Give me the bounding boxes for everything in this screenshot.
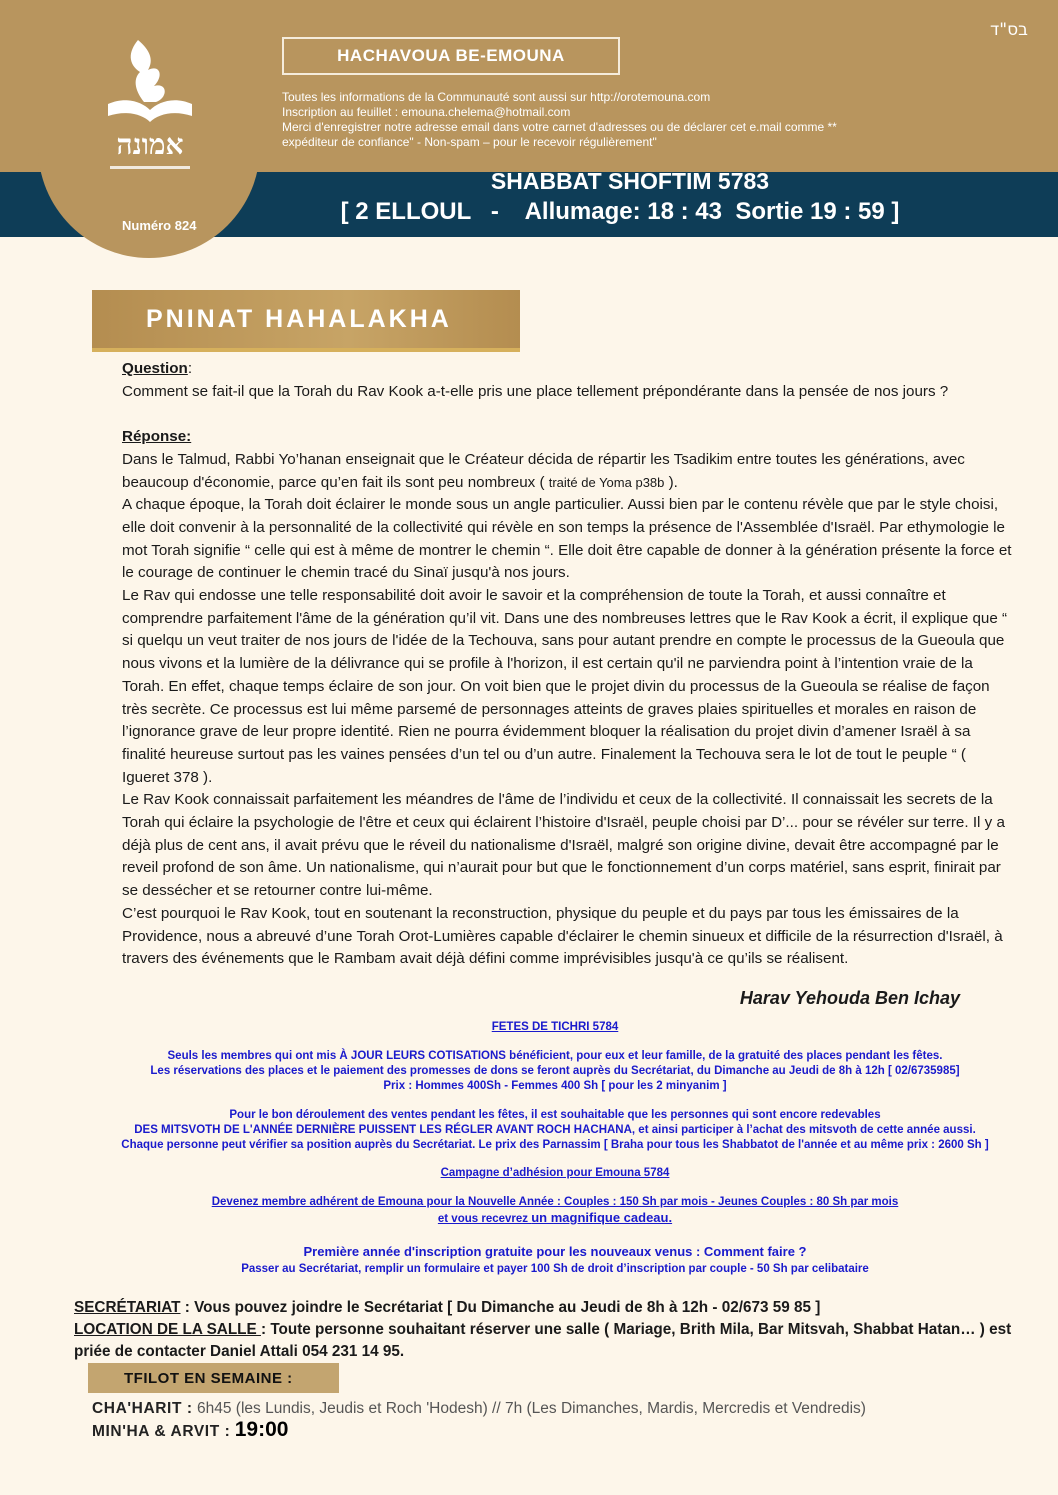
reponse-label: Réponse: <box>122 428 192 446</box>
paragraph-1: Dans le Talmud, Rabbi Yo’hanan enseignait que le Créateur décida de répartir les Tsadikim entre toutes les générations, avec beaucoup d'économie, parce qu’en fait ils sont peu nombreux ( traité de Yoma p38b ). <box>122 450 965 491</box>
tfilot-title: TFILOT EN SEMAINE : <box>88 1363 339 1393</box>
ventes-line: Pour le bon déroulement des ventes pendant les fêtes, il est souhaitable que les personnes qui sont encore redevables <box>229 1109 881 1121</box>
svg-text:אמונה: אמונה <box>116 128 184 161</box>
article-body: Question: Comment se fait-il que la Torah du Rav Kook a-t-elle pris une place tellement prépondérante dans la pensée de nos jours ? Réponse: Dans le Talmud, Rabbi Yo’hanan enseignait que le Créateur décida de répartir les Tsadikim entre toutes les générations, avec beaucoup d'économie, parce qu’en fait ils sont peu nombreux ( traité de Yoma p38b ). A chaque époque, la Torah doit éclairer le monde sous un angle particulier. Aussi bien par le contenu révèle que par le style choisi, elle doit convenir à la personnalité de la collectivité qui révèle en son temps la présence de l'Assemblée d'Israël. Par ethymologie le mot Torah signifie “ celle qui est à même de montrer le chemin “. Elle doit être capable de donner à la génération présente la force et le courage de continuer le chemin tracé du Sinaï jusqu'à nos jours. Le Rav qui endosse une telle responsabilité doit avoir le savoir et la compréhension de toute la Torah, et aussi connaître et comprendre parfaitement l'âme de la génération qu’il vit. Dans une des nombreuses lettres que le Rav Kook a écrit, il explique que “ si quelqu un veut traiter de nos jours de l'idée de la Techouva, sans pour autant prendre en compte le processus de la Gueoula que nous vivons et la lumière de la délivrance qui se profile à l'horizon, il est certain qu'il ne parviendra point à l’intention vraie de la Torah. En effet, chaque temps éclaire de son jour. On voit bien que le projet divin du processus de la Gueoula se réalise de façon très secrète. Ce processus est lui même parsemé de personnages atteints de graves plaies spirituelles et morales en raison de l’ignorance grave de leur propre identité. Rien ne pourra évidemment bloquer la réalisation du projet divin d’amener Israël à sa finalité heureuse surtout pas les vaines pensées d’un tel ou d’un autre. Finalement la Techouva sera le lot de tout le peuple “ ( Igueret 378 ). Le Rav Kook connaissait parfaitement les méandres de l'âme de l’individu et ceux de la collectivité. Il connaissait les secrets de la Torah qui éclaire la psychologie de l'être et ceux qui éclairent l’histoire d'Israël, peuple choisi par D’... pour se révéler sur terre. Il y a déjà plus de cent ans, il avait prévu que le réveil du nationalisme d'Israël, malgré son origine divine, devait être accompagné par le reveil profond de son âme. Un nationalisme, qui n’aurait pour but que le fonctionnement d’un corps matériel, sans esprit, finirait par se dessécher et se retourner contre lui-même. C’est pourquoi le Rav Kook, tout en soutenant la reconstruction, physique du peuple et du pays par tous les émissaires de la Providence, nous a abreuvé d’une Torah Orot-Lumières capable d'éclairer le chemin sinueux et difficile de la résurrection d'Israël, à travers des événements que le Rambam avait déjà défini comme imprévisibles jusqu'à ce qu’ils se réalisent. <box>122 358 1017 971</box>
section-title: PNINAT HAHALAKHA <box>92 290 520 352</box>
secretariat-info: SECRÉTARIAT : Vous pouvez joindre le Secrétariat [ Du Dimanche au Jeudi de 8h à 12h - 02/673 59 85 ] <box>74 1299 821 1316</box>
campagne-link[interactable]: Campagne d’adhésion pour Emouna 5784 <box>440 1167 670 1179</box>
ventes-line: Chaque personne peut vérifier sa position auprès du Secrétariat. Le prix des Parnassim [ Braha pour tous les Shabbatot de l'année et au même prix : 2600 Sh ] <box>121 1139 989 1151</box>
premiere-line: Passer au Secrétariat, remplir un formulaire et payer 100 Sh de droit d’inscription par couple - 50 Sh par celibataire <box>241 1263 869 1275</box>
fetes-title: FETES DE TICHRI 5784 <box>491 1021 619 1033</box>
chaharit-line: CHA'HARIT : 6h45 (les Lundis, Jeudis et Roch 'Hodesh) // 7h (Les Dimanches, Mardis, Mercredis et Vendredis) <box>92 1400 866 1417</box>
info-line: Merci d'enregistrer notre adresse email dans votre carnet d'adresses ou de déclarer cet e.mail comme ** <box>282 120 837 134</box>
paragraph-2: A chaque époque, la Torah doit éclairer le monde sous un angle particulier. Aussi bien par le contenu révèle que par le style choisi, elle doit convenir à la personnalité de la collectivité qui révèle en son temps la présence de l'Assemblée d'Israël. Par ethymologie le mot Torah signifie “ celle qui est à même de montrer le chemin “. Elle doit être capable de donner à la génération présente la force et le courage de continuer le chemin tracé du Sinaï jusqu'à nos jours. <box>122 496 1012 582</box>
bsd-mark: בס"ד <box>990 20 1028 40</box>
shabbat-name: SHABBAT SHOFTIM 5783 <box>490 168 770 194</box>
premiere-line: Première année d'inscription gratuite pour les nouveaux venus : Comment faire ? <box>303 1244 807 1259</box>
info-line: Toutes les informations de la Communauté sont aussi sur http://orotemouna.com <box>282 90 711 104</box>
author-signature: Harav Yehouda Ben Ichay <box>739 988 960 1008</box>
fetes-line: Prix : Hommes 400Sh - Femmes 400 Sh [ pour les 2 minyanim ] <box>383 1080 727 1092</box>
secretariat-label: SECRÉTARIAT <box>74 1299 181 1316</box>
minha-line <box>92 1418 288 1442</box>
location-label: LOCATION DE LA SALLE <box>74 1321 261 1338</box>
question-label: Question <box>122 360 188 377</box>
location-info: LOCATION DE LA SALLE : Toute personne souhaitant réserver une salle ( Mariage, Brith Mila, Bar Mitsvah, Shabbat Hatan… ) est priée de contacter Daniel Attali 054 231 14 95. <box>74 1321 1012 1360</box>
minha-label: MIN'HA & ARVIT : <box>92 1423 231 1440</box>
paragraph-5: C’est pourquoi le Rav Kook, tout en soutenant la reconstruction, physique du peuple et du pays par tous les émissaires de la Providence, nous a abreuvé d’une Torah Orot-Lumières capable d'éclairer le chemin sinueux et difficile de la résurrection d'Israël, à travers des événements que le Rambam avait déjà défini comme imprévisibles jusqu'à ce qu’ils se réalisent. <box>122 904 1003 968</box>
info-block <box>282 90 982 150</box>
chaharit-label: CHA'HARIT : <box>92 1400 193 1417</box>
paragraph-4: Le Rav Kook connaissait parfaitement les méandres de l'âme de l’individu et ceux de la collectivité. Il connaissait les secrets de la Torah qui éclaire la psychologie de l'être et ceux qui éclairent l’histoire d'Israël, peuple choisi par D’... pour se révéler sur terre. Il y a déjà plus de cent ans, il avait prévu que le réveil du nationalisme d'Israël, malgré son origine divine, devait être accompagné par le reveil profond de son âme. Un nationalisme, qui n’aurait pour but que le fonctionnement d’un corps matériel, sans esprit, finirait par se dessécher et se retourner contre lui-même. <box>122 791 1005 900</box>
newsletter-title: HACHAVOUA BE-EMOUNA <box>282 37 620 75</box>
paragraph-3: Le Rav qui endosse une telle responsabilité doit avoir le savoir et la compréhension de toute la Torah, et aussi connaître et comprendre parfaitement l'âme de la génération qu’il vit. Dans une des nombreuses lettres que le Rav Kook a écrit, il explique que “ si quelqu un veut traiter de nos jours de l'idée de la Techouva, sans pour autant prendre en compte le processus de la Gueoula que nous vivons et la lumière de la délivrance qui se profile à l'horizon, il est certain qu'il ne parviendra point à l’intention vraie de la Torah. En effet, chaque temps éclaire de son jour. On voit bien que le projet divin du processus de la Gueoula se réalise de façon très secrète. Ce processus est lui même parsemé de personnages atteints de graves plaies spirituelles et morales en raison de l’ignorance grave de leur propre identité. Rien ne pourra évidemment bloquer la réalisation du projet divin d’amener Israël à sa finalité heureuse surtout pas les vaines pensées d’un tel ou d’un autre. Finalement la Techouva sera le lot de tout le peuple “ ( Igueret 378 ). <box>122 587 1008 786</box>
info-line: Inscription au feuillet : emouna.chelema@hotmail.com <box>282 105 571 119</box>
issue-number: Numéro 824 <box>122 218 197 233</box>
info-line: expéditeur de confiance" - Non-spam – pour le recevoir régulièrement" <box>282 135 657 149</box>
shabbat-times: [ 2 ELLOUL - Allumage: 18 : 43 Sortie 19 : 59 ] <box>340 198 900 225</box>
emouna-logo-icon <box>98 36 202 182</box>
fetes-line: Seuls les membres qui ont mis À JOUR LEURS COTISATIONS bénéficient, pour eux et leur famille, de la gratuité des places pendant les fêtes. <box>167 1050 943 1062</box>
membre-link[interactable]: Devenez membre adhérent de Emouna pour la Nouvelle Année : Couples : 150 Sh par mois - Jeunes Couples : 80 Sh par mois <box>211 1196 899 1208</box>
membre-gift-link[interactable]: et vous recevrez un magnifique cadeau. <box>437 1210 673 1225</box>
question-text: Comment se fait-il que la Torah du Rav Kook a-t-elle pris une place tellement prépondérante dans la pensée de nos jours ? <box>122 382 949 400</box>
ventes-line: DES MITSVOTH DE L'ANNÉE DERNIÈRE PUISSENT LES RÉGLER AVANT ROCH HACHANA, et ainsi participer à l’achat des mitsvoth de cette année aussi. <box>134 1124 976 1136</box>
minha-time: 19:00 <box>234 1418 289 1441</box>
fetes-line: Les réservations des places et le paiement des promesses de dons se feront auprès du Secrétariat, du Dimanche au Jeudi de 8h à 12h [ 02/6735985] <box>150 1065 960 1077</box>
